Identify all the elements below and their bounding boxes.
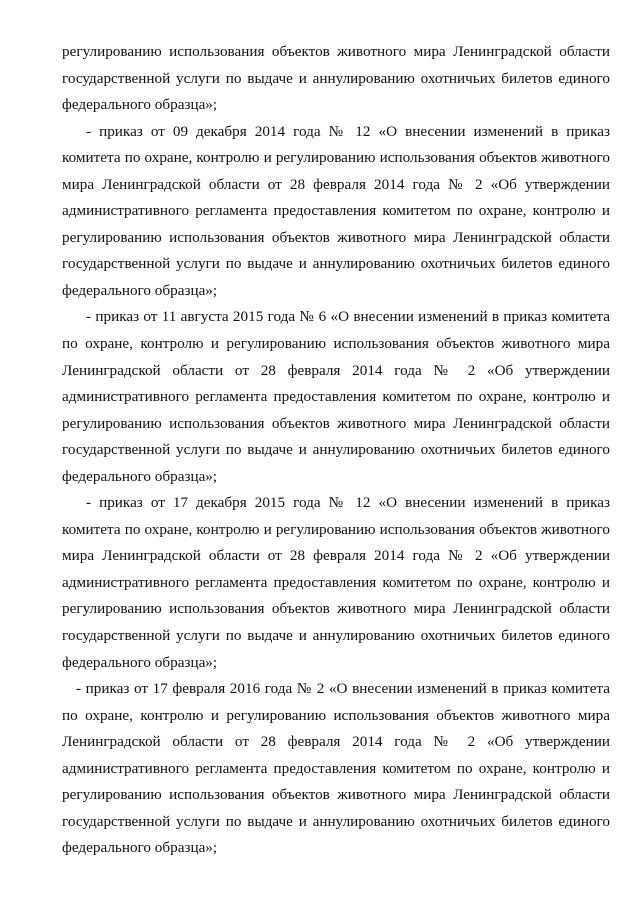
text-line: - приказ от 11 августа 2015 года № 6 «О внесении изменений в приказ комитета bbox=[86, 308, 610, 326]
text-line: административного регламента предоставления комитетом по охране, контролю и bbox=[62, 388, 610, 406]
text-line: регулированию использования объектов животного мира Ленинградской области bbox=[62, 228, 610, 246]
text-line: государственной услуги по выдаче и аннулированию охотничьих билетов единого bbox=[62, 627, 610, 645]
text-line: комитета по охране, контролю и регулированию использования объектов животного bbox=[62, 149, 610, 167]
text-line: государственной услуги по выдаче и аннулированию охотничьих билетов единого bbox=[62, 441, 610, 459]
text-line: - приказ от 17 февраля 2016 года № 2 «О внесении изменений в приказ комитета bbox=[76, 680, 610, 698]
text-line: регулированию использования объектов животного мира Ленинградской области bbox=[62, 43, 610, 60]
text-line: регулированию использования объектов животного мира Ленинградской области bbox=[62, 786, 610, 804]
text-line: комитета по охране, контролю и регулированию использования объектов животного bbox=[62, 520, 610, 538]
text-line: административного регламента предоставления комитетом по охране, контролю и bbox=[62, 202, 610, 220]
text-line: государственной услуги по выдаче и аннулированию охотничьих билетов единого bbox=[62, 255, 610, 273]
text-line: по охране, контролю и регулированию использования объектов животного мира bbox=[62, 706, 610, 724]
text-line: Ленинградской области от 28 февраля 2014 года № 2 «Об утверждении bbox=[62, 733, 610, 751]
text-line: федерального образца»; bbox=[62, 839, 218, 857]
text-line: регулированию использования объектов животного мира Ленинградской области bbox=[62, 414, 610, 432]
text-line: федерального образца»; bbox=[62, 467, 218, 485]
text-line: государственной услуги по выдаче и аннулированию охотничьих билетов единого bbox=[62, 812, 610, 830]
text-line: по охране, контролю и регулированию использования объектов животного мира bbox=[62, 335, 610, 353]
text-line: регулированию использования объектов животного мира Ленинградской области bbox=[62, 600, 610, 618]
text-line: Ленинградской области от 28 февраля 2014 года № 2 «Об утверждении bbox=[62, 361, 610, 379]
text-line: - приказ от 17 декабря 2015 года № 12 «О внесении изменений в приказ bbox=[86, 494, 610, 512]
text-line: федерального образца»; bbox=[62, 653, 218, 671]
text-line: федерального образца»; bbox=[62, 281, 218, 299]
text-line: административного регламента предоставления комитетом по охране, контролю и bbox=[62, 759, 610, 777]
text-line: - приказ от 09 декабря 2014 года № 12 «О внесении изменений в приказ bbox=[86, 122, 610, 140]
text-line: государственной услуги по выдаче и аннулированию охотничьих билетов единого bbox=[62, 69, 610, 87]
text-line: федерального образца»; bbox=[62, 96, 218, 114]
text-line: административного регламента предоставления комитетом по охране, контролю и bbox=[62, 573, 610, 591]
text-line: мира Ленинградской области от 28 февраля 2014 года № 2 «Об утверждении bbox=[62, 175, 610, 193]
text-line: мира Ленинградской области от 28 февраля 2014 года № 2 «Об утверждении bbox=[62, 547, 610, 565]
document-body bbox=[62, 39, 610, 862]
